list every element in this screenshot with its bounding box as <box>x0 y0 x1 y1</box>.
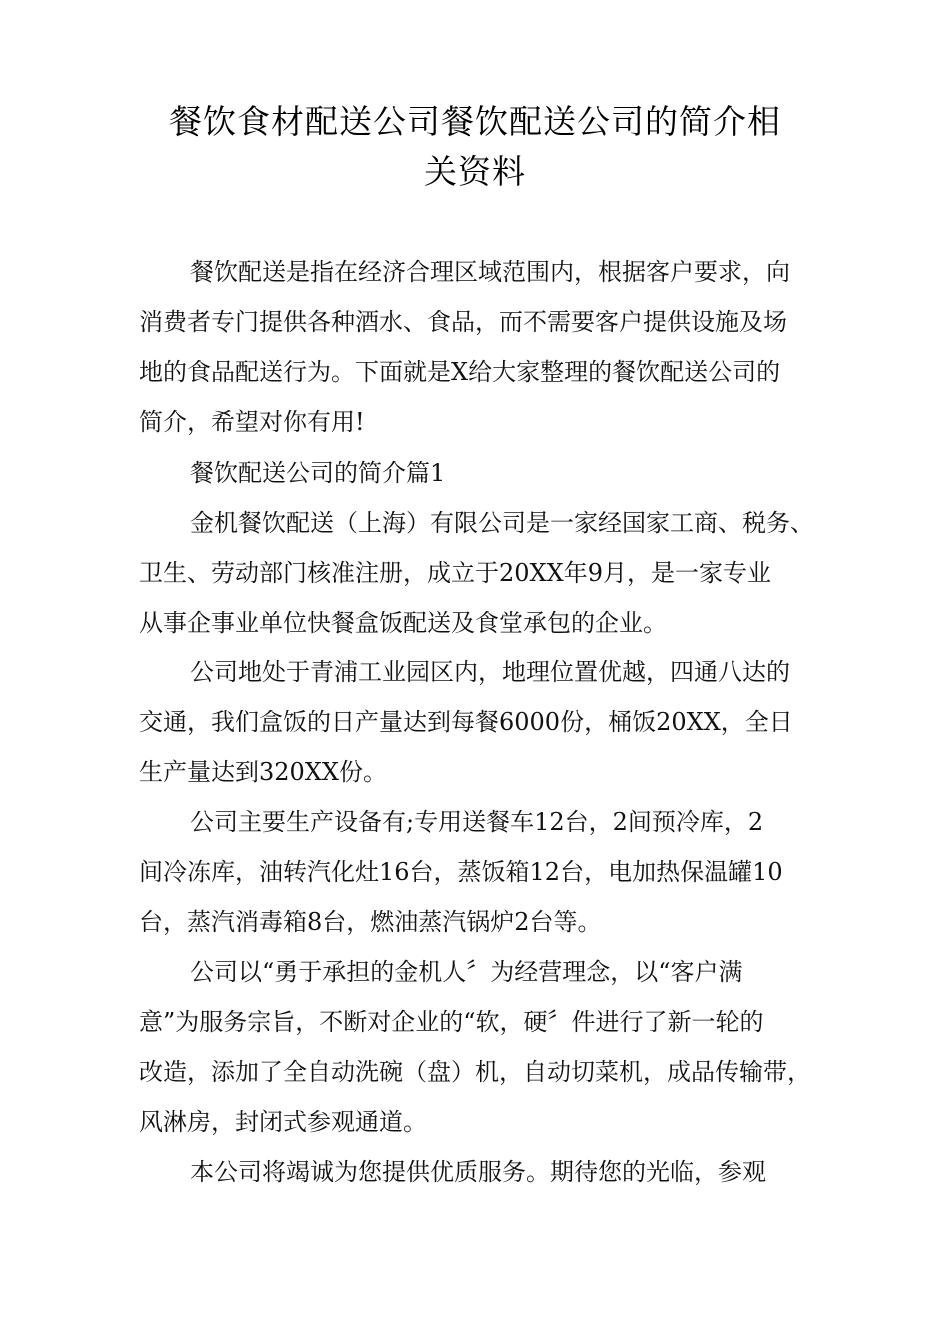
body-line-16: 意”为服务宗旨，不断对企业的“软，硬〞件进行了新一轮的 <box>139 1008 764 1036</box>
body-line-4: 简介，希望对你有用! <box>139 408 365 436</box>
body-line-10: 交通，我们盒饭的日产量达到每餐6000份，桶饭20XX，全日 <box>139 708 793 736</box>
body-line-9: 公司地处于青浦工业园区内，地理位置优越，四通八达的 <box>190 658 790 686</box>
body-line-1: 餐饮配送是指在经济合理区域范围内，根据客户要求，向 <box>190 258 790 286</box>
body-line-8: 从事企事业单位快餐盒饭配送及食堂承包的企业。 <box>139 609 667 637</box>
body-line-11: 生产量达到320XX份。 <box>139 758 387 786</box>
body-line-18: 风淋房，封闭式参观通道。 <box>139 1108 427 1136</box>
body-line-3: 地的食品配送行为。下面就是X给大家整理的餐饮配送公司的 <box>139 358 781 386</box>
body-line-7: 卫生、劳动部门核准注册，成立于20XX年9月，是一家专业 <box>139 559 771 587</box>
document-title-line-2: 关资料 <box>424 152 526 191</box>
body-line-14: 台，蒸汽消毒箱8台，燃油蒸汽锅炉2台等。 <box>139 908 602 936</box>
body-line-17: 改造，添加了全自动洗碗（盘）机，自动切菜机，成品传输带， <box>139 1058 811 1086</box>
section-heading: 餐饮配送公司的简介篇1 <box>190 459 446 487</box>
body-line-15: 公司以“勇于承担的金机人〞为经营理念，以“客户满 <box>190 958 743 986</box>
body-line-6: 金机餐饮配送（上海）有限公司是一家经国家工商、税务、 <box>190 509 814 537</box>
body-line-2: 消费者专门提供各种酒水、食品，而不需要客户提供设施及场 <box>139 308 787 336</box>
body-line-12: 公司主要生产设备有;专用送餐车12台，2间预冷库，2 <box>190 808 764 836</box>
document-title-line-1: 餐饮食材配送公司餐饮配送公司的简介相 <box>169 102 781 141</box>
body-line-13: 间冷冻库，油转汽化灶16台，蒸饭箱12台，电加热保温罐10 <box>139 858 783 886</box>
body-line-19: 本公司将竭诚为您提供优质服务。期待您的光临，参观 <box>190 1158 766 1186</box>
